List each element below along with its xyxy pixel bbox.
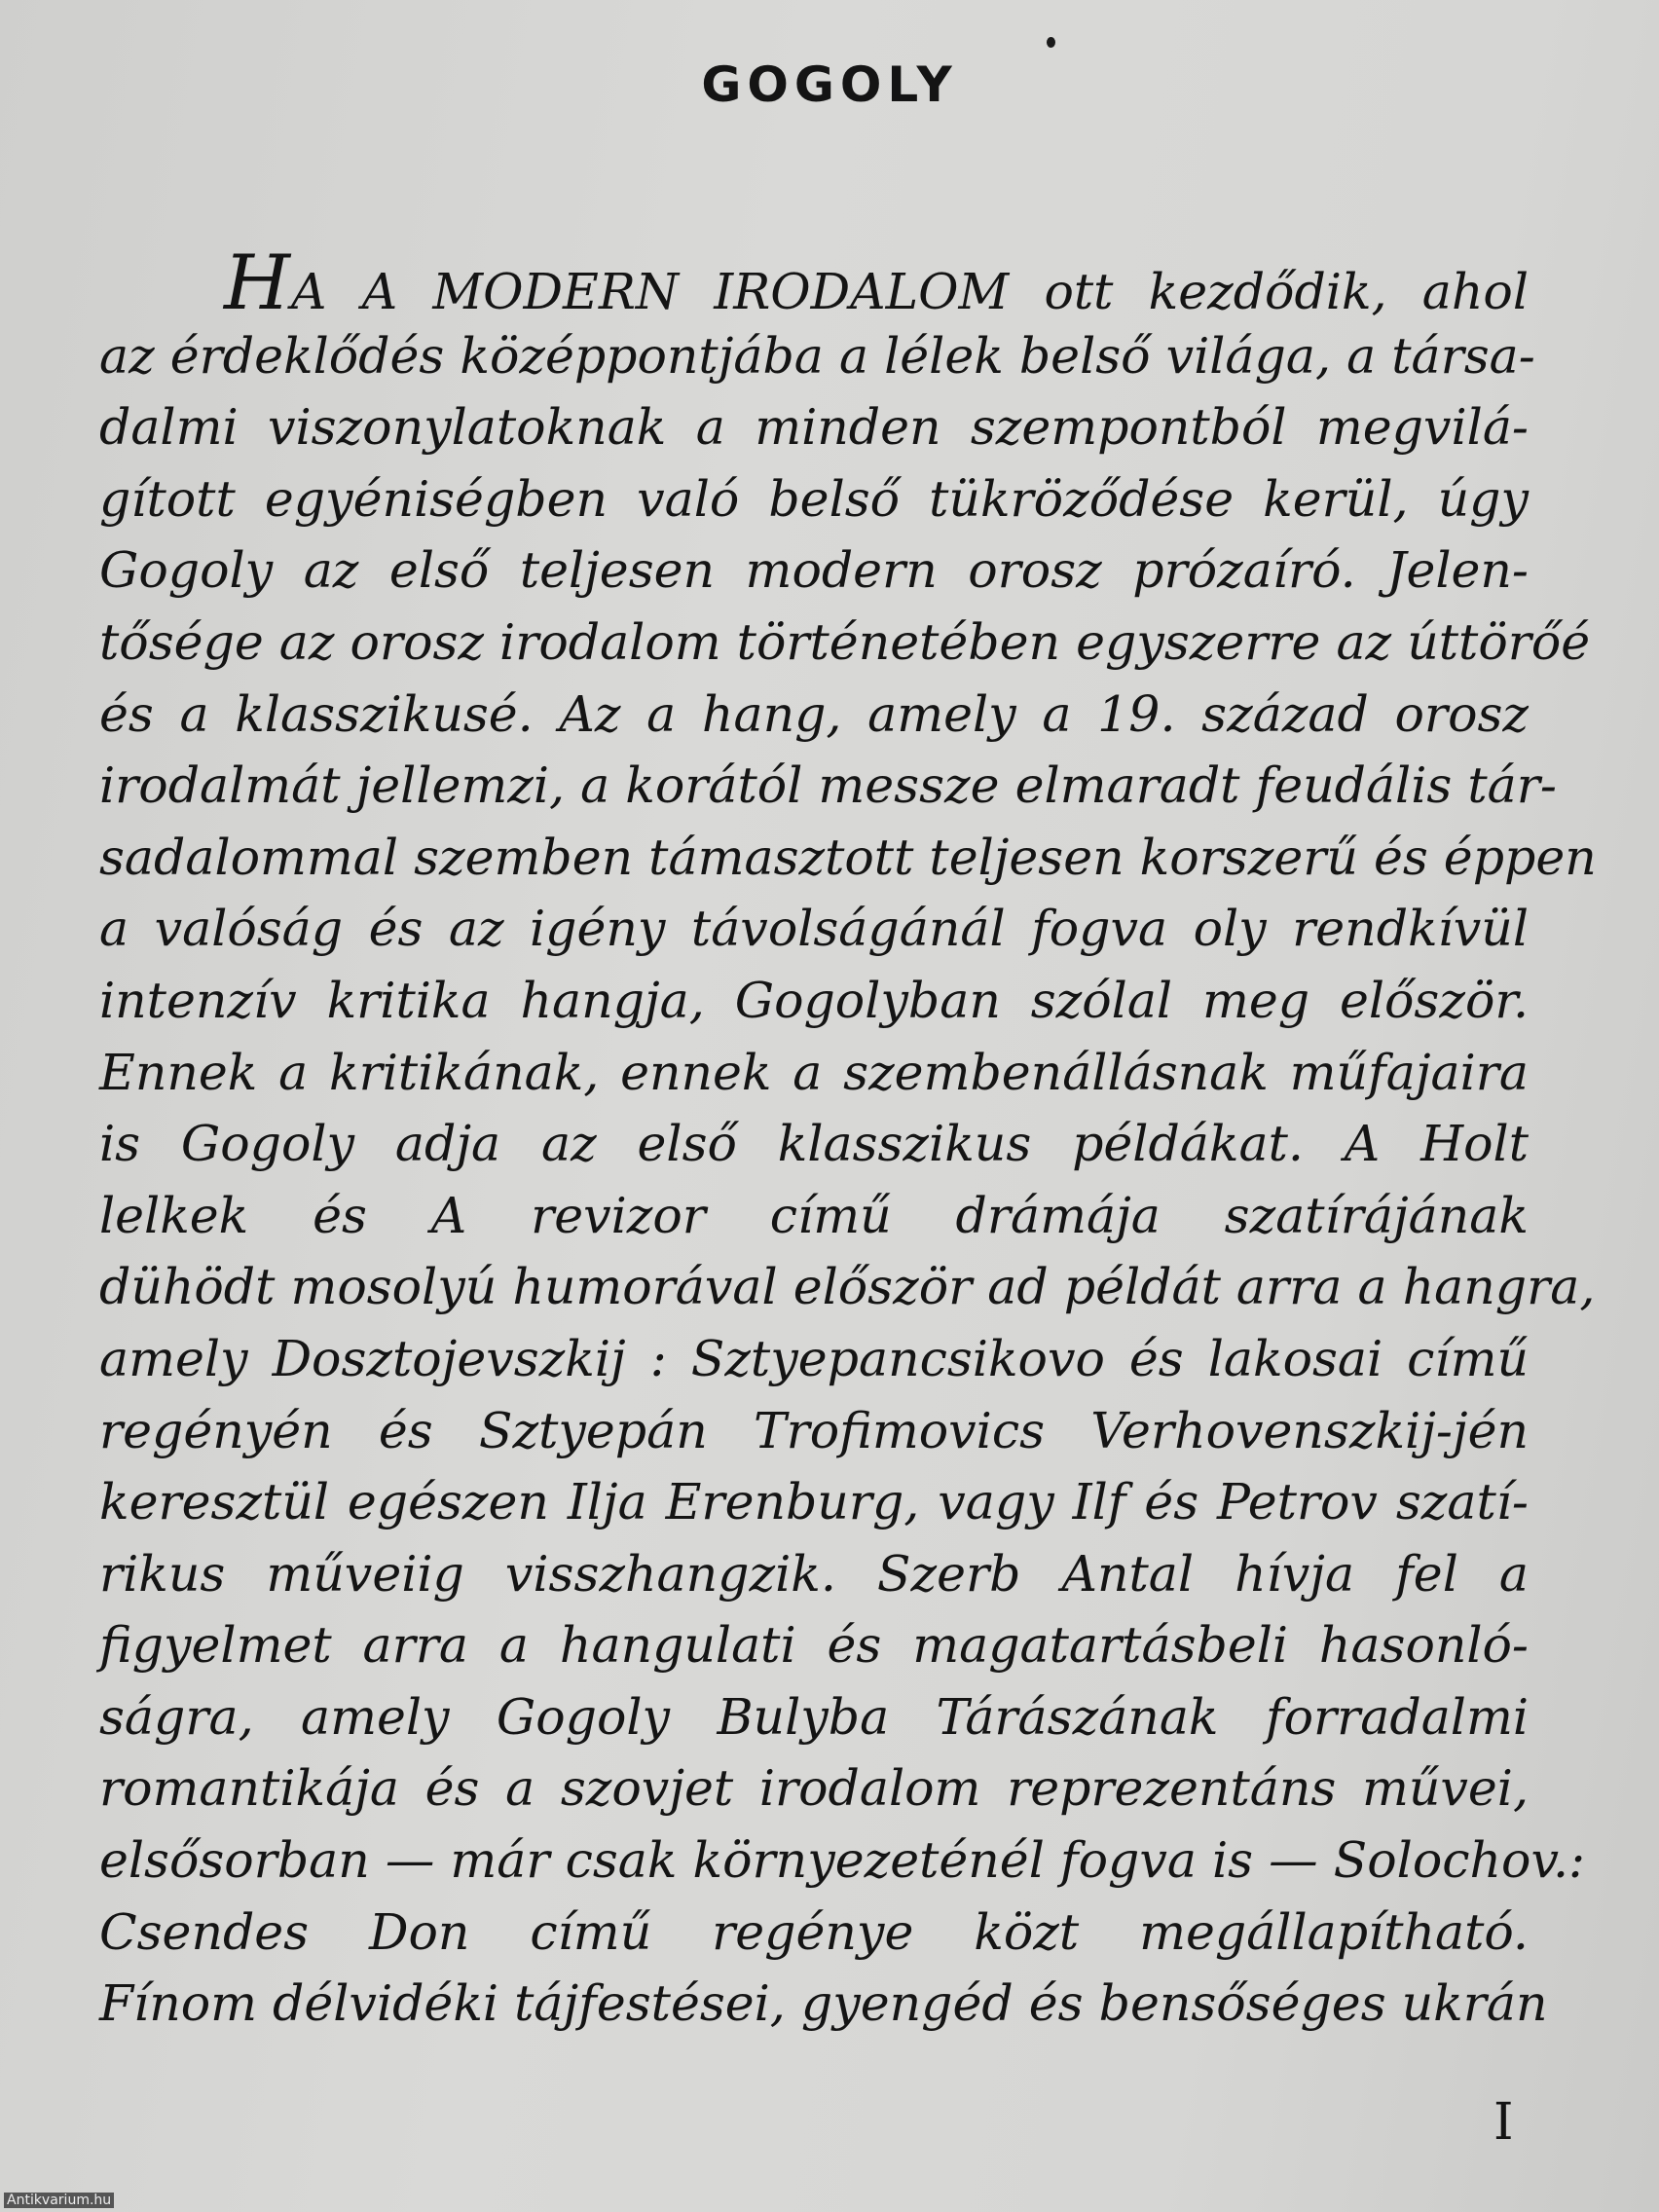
text-line-23: elsősorban — már csak környezeténél fogva is — Solochov.: bbox=[99, 1831, 1586, 1890]
text-line-5: Gogoly az első teljesen modern orosz prózaíró. Jelen- bbox=[99, 541, 1529, 600]
text-line-11: intenzív kritika hangja, Gogolyban szólal meg először. bbox=[99, 971, 1529, 1029]
text-line-1 bbox=[99, 240, 1529, 327]
text-line-16: amely Dosztojevszkij : Sztyepancsikovo és lakosai című bbox=[99, 1329, 1529, 1387]
text-line-22: romantikája és a szovjet irodalom reprezentáns művei, bbox=[99, 1759, 1529, 1818]
text-line-10: a valóság és az igény távolságánál fogva oly rendkívül bbox=[99, 900, 1529, 958]
text-line-8: irodalmát jellemzi, a korától messze elmaradt feudális tár- bbox=[99, 756, 1557, 815]
text-line-19: rikus műveiig visszhangzik. Szerb Antal hívja fel a bbox=[99, 1544, 1529, 1603]
page-title: GOGOLY bbox=[701, 56, 958, 113]
text-line-4: gított egyéniségben való belső tükröződése kerül, úgy bbox=[99, 469, 1529, 528]
text-line-7: és a klasszikusé. Az a hang, amely a 19. század orosz bbox=[99, 684, 1529, 743]
body-text bbox=[99, 240, 1597, 2040]
text-line-3: dalmi viszonylatoknak a minden szempontból megvilá- bbox=[99, 398, 1529, 457]
text-line-21: ságra, amely Gogoly Bulyba Tárászának forradalmi bbox=[99, 1687, 1529, 1746]
text-line-17: regényén és Sztyepán Trofimovics Verhovenszkij-jén bbox=[99, 1401, 1529, 1459]
text-line-18: keresztül egészen Ilja Erenburg, vagy Ilf és Petrov szatí- bbox=[99, 1473, 1529, 1531]
drop-cap: H bbox=[224, 240, 292, 327]
text-line-24: Csendes Don című regénye közt megállapítható. bbox=[99, 1902, 1529, 1961]
text-line-1-rest: A A MODERN IRODALOM ott kezdődik, ahol bbox=[291, 263, 1529, 320]
text-line-14: lelkek és A revizor című drámája szatírájának bbox=[99, 1186, 1529, 1244]
text-line-6: tősége az orosz irodalom történetében egyszerre az úttörőé bbox=[99, 612, 1591, 671]
text-line-25: Fínom délvidéki tájfestései, gyengéd és bensőséges ukrán bbox=[99, 1974, 1548, 2033]
text-line-12: Ennek a kritikának, ennek a szembenállásnak műfajaira bbox=[99, 1043, 1529, 1101]
watermark: Antikvarium.hu bbox=[4, 2193, 114, 2208]
ink-dot bbox=[1047, 37, 1055, 48]
text-line-15: dühödt mosolyú humorával először ad példát arra a hangra, bbox=[99, 1258, 1596, 1316]
text-line-13: is Gogoly adja az első klasszikus példákat. A Holt bbox=[99, 1115, 1529, 1173]
text-line-20: figyelmet arra a hangulati és magatartásbeli hasonló- bbox=[99, 1616, 1529, 1675]
page-marker: I bbox=[1493, 2093, 1514, 2152]
text-line-2: az érdeklődés középpontjába a lélek belső világa, a társa- bbox=[99, 326, 1535, 385]
text-line-9: sadalommal szemben támasztott teljesen korszerű és éppen bbox=[99, 828, 1597, 886]
